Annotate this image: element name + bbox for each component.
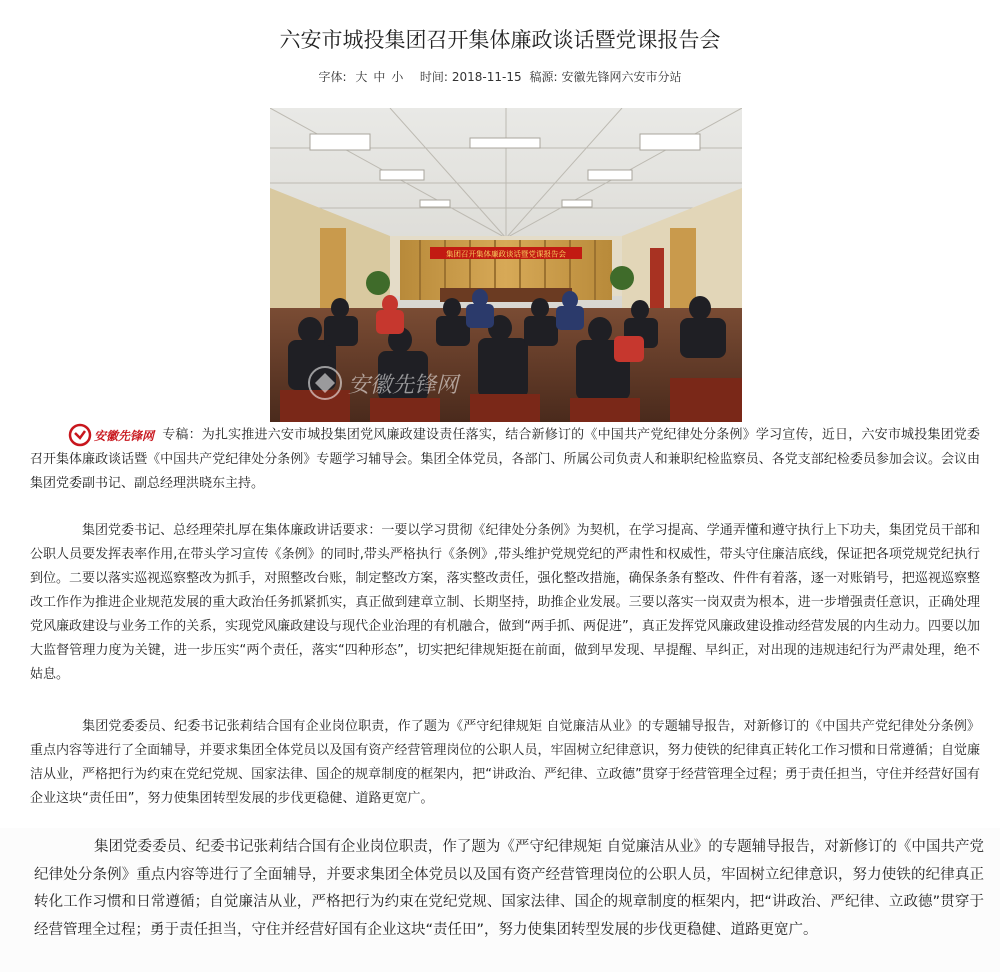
source-label: 稿源: <box>529 70 558 84</box>
paragraph-report-large <box>34 834 984 944</box>
article-meta <box>0 68 1000 85</box>
paragraph-3-repeat: 集团党委委员、纪委书记张莉结合国有企业岗位职责，作了题为《严守纪律规矩 自觉廉洁从业》的专题辅导报告，对新修订的《中国共产党纪律处分条例》重点内容等进行了全面辅导，并要求集团全体党员以及国有资产经营管理岗位的公职人员，牢固树立纪律意识，努力使铁的纪律真正转化工作习惯和日常遵循；自觉廉洁从业，严格把行为约束在党纪党规、国家法律、国企的规章制度的框架内，把“讲政治、严纪律、立政德”贯穿于经营管理全过程；勇于责任担当，守住并经营好国有企业这块“责任田”，努力使集团转型发展的步伐更稳健、道路更宽广。 <box>34 839 984 938</box>
site-logo <box>68 422 162 448</box>
paragraph-2: 集团党委书记、总经理荣扎厚在集体廉政讲话要求：一要以学习贯彻《纪律处分条例》为契机，在学习提高、学通弄懂和遵守执行上下功夫，集团党员干部和公职人员要发挥表率作用,在带头学习宣传《条例》的同时,带头严格执行《条例》,带头维护党规党纪的严肃性和权威性，带头守住廉洁底线，保证把各项党规党纪执行到位。二要以落实巡视巡察整改为抓手，对照整改台账，制定整改方案，落实整改责任，强化整改措施，确保条条有整改、件件有着落，逐一对账销号，把巡视巡察整改工作作为推进企业规范发展的重大政治任务抓紧抓实，真正做到建章立制、长期坚持，助推企业发展。三要以落实一岗双责为根本，进一步增强责任意识，正确处理党风廉政建设与业务工作的关系，实现党风廉政建设与现代企业治理的有机融合，做到“两手抓、两促进”，真正发挥党风廉政建设推动经营发展的内生动力。四要以加大监督管理力度为关键，进一步压实“两个责任，落实“四种形态”，切实把纪律规矩挺在前面，做到早发现、早提醒、早纠正，对出现的违规违纪行为严肃处理，绝不姑息。 <box>30 523 980 682</box>
site-logo-text: 安徽先锋网 <box>94 429 155 443</box>
font-size-large-link[interactable]: 大 <box>355 70 368 84</box>
publish-date: 2018-11-15 <box>451 70 522 84</box>
article-title: 六安市城投集团召开集体廉政谈话暨党课报告会 <box>279 28 721 52</box>
paragraph-repeat-block <box>0 828 1000 972</box>
font-size-medium-link[interactable]: 中 <box>373 70 386 84</box>
meeting-photo <box>270 108 742 422</box>
time-label: 时间: <box>419 70 448 84</box>
paragraph-1: 专稿：为扎实推进六安市城投集团党风廉政建设责任落实，结合新修订的《中国共产党纪律处分条例》学习宣传，近日，六安市城投集团党委召开集体廉政谈话暨《中国共产党纪律处分条例》专题学习辅导会。集团全体党员，各部门、所属公司负责人和兼职纪检监察员、各党支部纪检委员参加会议。会议由集团党委副书记、副总经理洪晓东主持。 <box>30 427 980 491</box>
paragraph-intro <box>30 422 980 496</box>
source-name: 安徽先锋网六安市分站 <box>561 70 682 84</box>
paragraph-3: 集团党委委员、纪委书记张莉结合国有企业岗位职责，作了题为《严守纪律规矩 自觉廉洁从业》的专题辅导报告，对新修订的《中国共产党纪律处分条例》重点内容等进行了全面辅导，并要求集团全体党员以及国有资产经营管理岗位的公职人员，牢固树立纪律意识，努力使铁的纪律真正转化工作习惯和日常遵循；自觉廉洁从业，严格把行为约束在党纪党规、国家法律、国企的规章制度的框架内，把“讲政治、严纪律、立政德”贯穿于经营管理全过程；勇于责任担当，守住并经营好国有企业这块“责任田”，努力使集团转型发展的步伐更稳健、道路更宽广。 <box>30 719 980 806</box>
banner-text: 集团召开集体廉政谈话暨党课报告会 <box>446 249 566 259</box>
paragraph-report <box>30 715 980 811</box>
font-size-small-link[interactable]: 小 <box>391 70 404 84</box>
paragraph-speech <box>30 519 980 687</box>
font-size-label: 字体: <box>318 70 347 84</box>
photo-watermark: 安徽先锋网 <box>348 373 459 398</box>
